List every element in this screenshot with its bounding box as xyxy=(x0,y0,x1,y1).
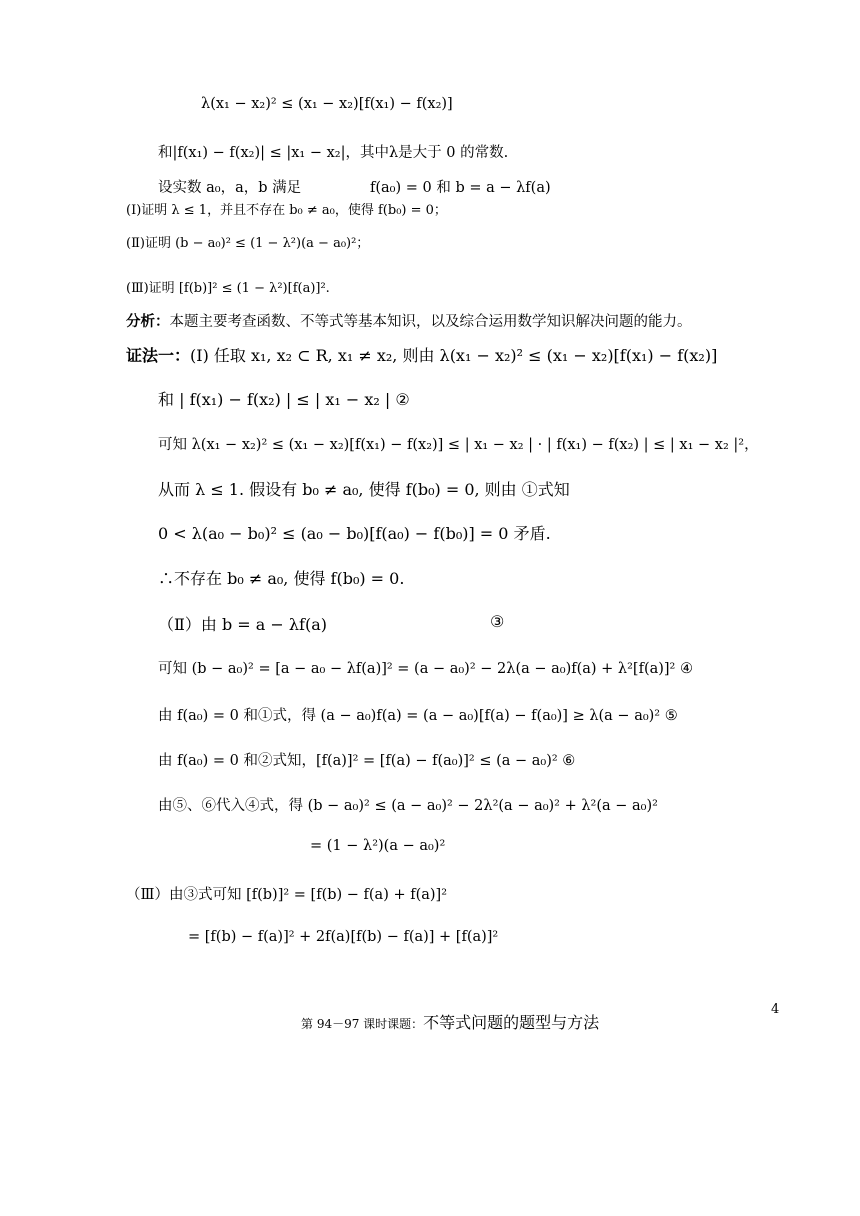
analysis-text: 本题主要考查函数、不等式等基本知识，以及综合运用数学知识解决问题的能力。 xyxy=(169,314,692,330)
part-2-line-3: 由 f(a₀) = 0 和①式，得 (a − a₀)f(a) = (a − a₀)[f(a) − f(a₀)] ≥ λ(a − a₀)² ⑤ xyxy=(158,708,678,724)
proof-line-2: 和 | f(x₁) − f(x₂) | ≤ | x₁ − x₂ | ② xyxy=(158,390,410,409)
proof-1-intro xyxy=(126,343,717,366)
part-3-intro: （Ⅲ）由③式可知 [f(b)]² = [f(b) − f(a) + f(a)]² xyxy=(126,887,448,903)
condition-inequality: λ(x₁ − x₂)² ≤ (x₁ − x₂)[f(x₁) − f(x₂)] xyxy=(201,96,453,112)
proof-line-4: 从而 λ ≤ 1. 假设有 b₀ ≠ a₀, 使得 f(b₀) = 0, 则由 ①式知 xyxy=(158,480,570,499)
equation-marker-3: ③ xyxy=(490,612,505,631)
part-2-line-4: 由 f(a₀) = 0 和②式知，[f(a)]² = [f(a) − f(a₀)]² ≤ (a − a₀)² ⑥ xyxy=(158,753,576,769)
part-2-line-5: 由⑤、⑥代入④式，得 (b − a₀)² ≤ (a − a₀)² − 2λ²(a − a₀)² + λ²(a − a₀)² xyxy=(158,798,658,814)
proof-1-label: 证法一： xyxy=(126,346,191,365)
part-2-line-6: = (1 − λ²)(a − a₀)² xyxy=(310,838,446,854)
part-2-intro: （Ⅱ）由 b = a − λf(a) xyxy=(158,615,327,634)
question-1: (Ⅰ)证明 λ ≤ 1，并且不存在 b₀ ≠ a₀，使得 f(b₀) = 0； xyxy=(126,203,447,218)
question-2: (Ⅱ)证明 (b − a₀)² ≤ (1 − λ²)(a − a₀)²； xyxy=(126,236,370,251)
footer-prefix: 第 94－97 课时课题： xyxy=(301,1017,424,1031)
condition-lipschitz: 和|f(x₁) − f(x₂)| ≤ |x₁ − x₂|，其中λ是大于 0 的常数. xyxy=(158,145,509,161)
setup-formula: f(a₀) = 0 和 b = a − λf(a) xyxy=(370,180,551,196)
proof-line-3: 可知 λ(x₁ − x₂)² ≤ (x₁ − x₂)[f(x₁) − f(x₂)] ≤ | x₁ − x₂ | · | f(x₁) − f(x₂) | ≤ | x₁ − x₂ |²， xyxy=(158,437,759,453)
proof-line-6: ∴不存在 b₀ ≠ a₀, 使得 f(b₀) = 0. xyxy=(158,569,405,588)
proof-1-text: (Ⅰ) 任取 x₁, x₂ ⊂ R, x₁ ≠ x₂, 则由 λ(x₁ − x₂)² ≤ (x₁ − x₂)[f(x₁) − f(x₂)] xyxy=(190,346,718,365)
part-2-line-2: 可知 (b − a₀)² = [a − a₀ − λf(a)]² = (a − a₀)² − 2λ(a − a₀)f(a) + λ²[f(a)]² ④ xyxy=(158,661,693,677)
part-3-line-2: = [f(b) − f(a)]² + 2f(a)[f(b) − f(a)] + [f(a)]² xyxy=(188,929,499,945)
analysis-paragraph xyxy=(126,310,692,331)
page-number: 4 xyxy=(771,1002,780,1017)
setup-text: 设实数 a₀，a，b 满足 xyxy=(158,180,302,196)
footer-title: 不等式问题的题型与方法 xyxy=(423,1013,600,1032)
analysis-label: 分析： xyxy=(126,313,170,330)
page-footer xyxy=(301,1010,599,1033)
question-3: (Ⅲ)证明 [f(b)]² ≤ (1 − λ²)[f(a)]². xyxy=(126,281,330,296)
proof-line-5: 0 < λ(a₀ − b₀)² ≤ (a₀ − b₀)[f(a₀) − f(b₀)] = 0 矛盾. xyxy=(158,524,551,543)
